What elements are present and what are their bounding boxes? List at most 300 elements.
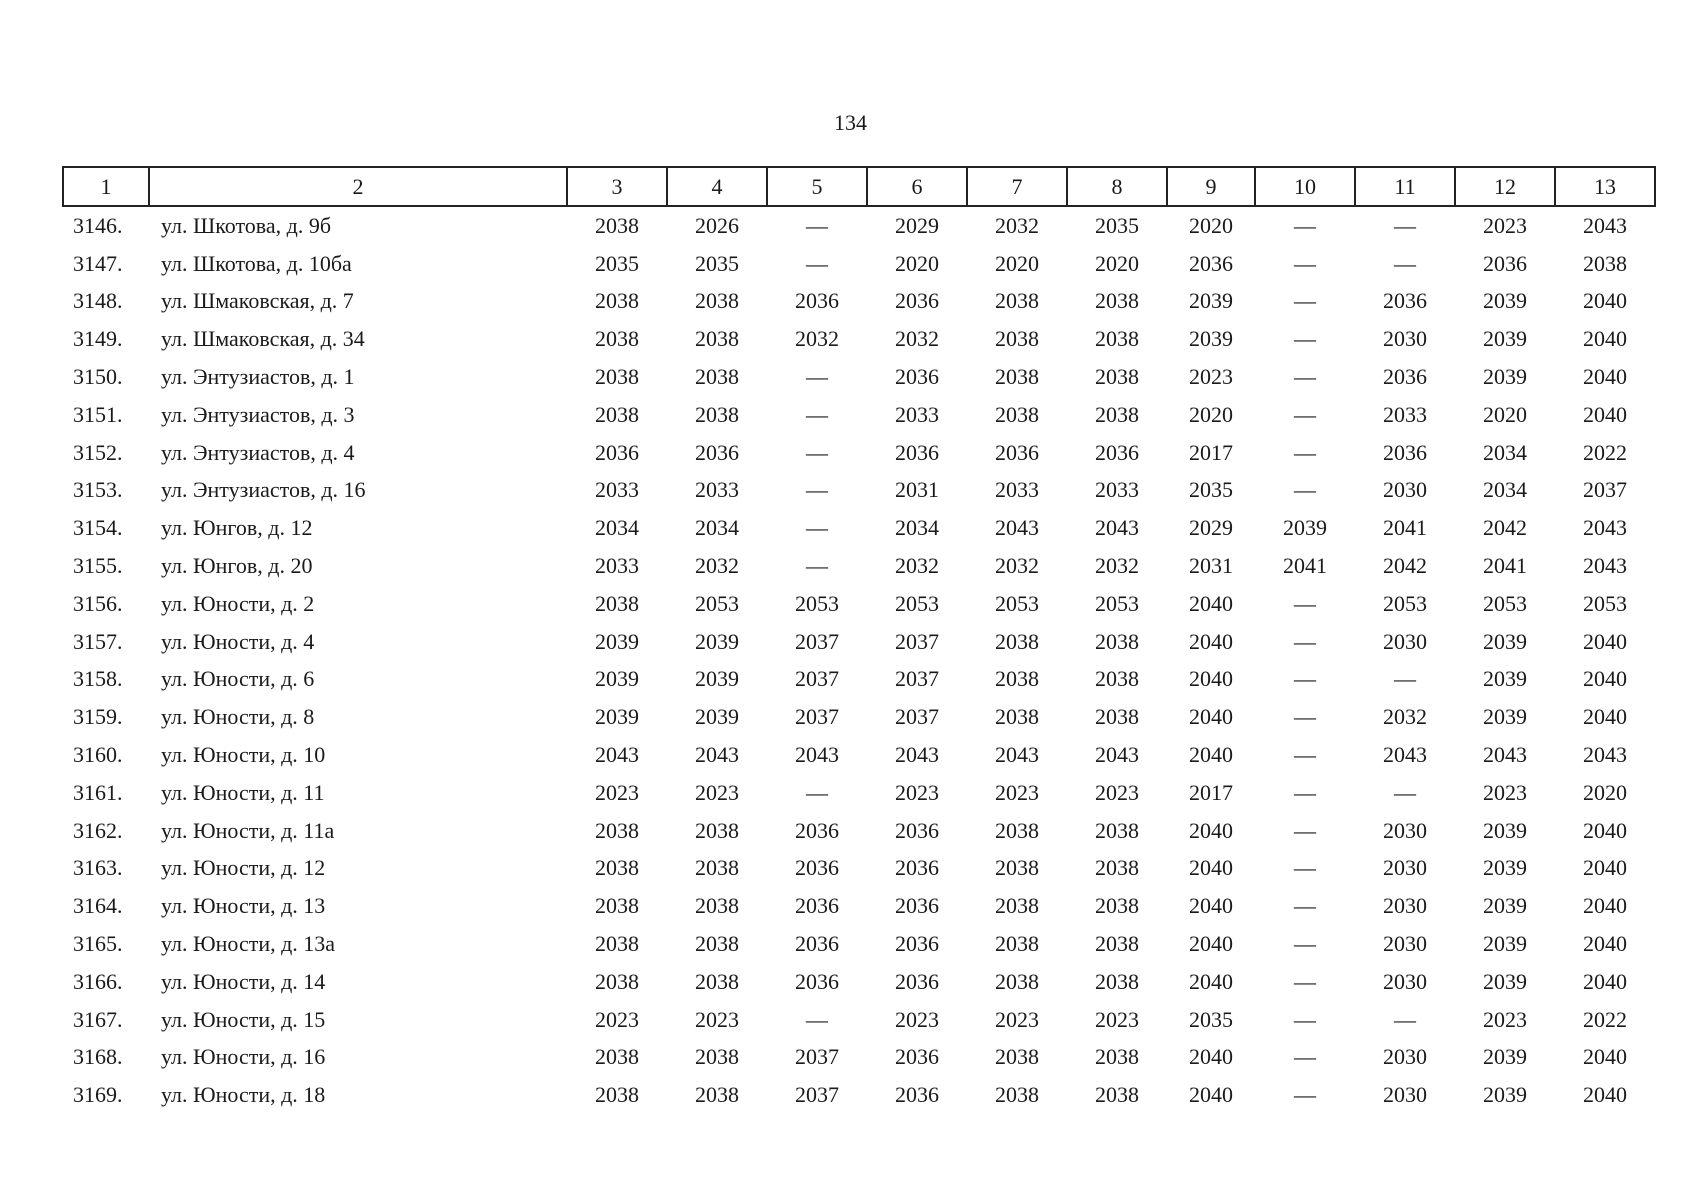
value-cell: 2031 [895,477,939,503]
value-cell: 2035 [1189,1006,1233,1032]
value-cell: 2023 [595,779,639,805]
value-cell: 2038 [995,893,1039,919]
value-cell: 2040 [1583,817,1627,843]
table-row [63,245,1655,283]
value-cell: 2043 [1583,553,1627,579]
value-cell: 2022 [1583,439,1627,465]
value-cell: 2032 [895,326,939,352]
value-cell: 2053 [1095,590,1139,616]
value-cell: 2038 [1095,968,1139,994]
value-cell: 2039 [1483,893,1527,919]
address-cell: ул. Юности, д. 6 [161,666,315,692]
value-cell: 2043 [1095,515,1139,541]
value-cell: 2053 [795,590,839,616]
address-cell: ул. Юности, д. 2 [161,590,315,616]
value-cell: 2032 [1095,553,1139,579]
value-cell: 2040 [1189,1044,1233,1070]
value-cell: 2030 [1383,1044,1427,1070]
value-cell: 2043 [1583,515,1627,541]
value-cell: — [1394,250,1416,276]
value-cell: 2038 [995,666,1039,692]
value-cell: 2022 [1583,1006,1627,1032]
value-cell: — [1294,742,1316,768]
value-cell: — [806,364,828,390]
value-cell: 2040 [1189,968,1233,994]
value-cell: 2034 [695,515,739,541]
table-row [63,661,1655,699]
row-number-cell: 3151. [73,401,123,427]
row-number-cell: 3165. [73,931,123,957]
row-number-cell: 3154. [73,515,123,541]
value-cell: 2037 [795,1082,839,1108]
value-cell: 2037 [1583,477,1627,503]
row-number-cell: 3155. [73,553,123,579]
value-cell: 2036 [595,439,639,465]
value-cell: 2023 [1483,779,1527,805]
value-cell: — [806,401,828,427]
value-cell: 2036 [1095,439,1139,465]
value-cell: 2043 [795,742,839,768]
value-cell: 2041 [1383,515,1427,541]
table-row [63,736,1655,774]
value-cell: 2037 [795,1044,839,1070]
value-cell: 2038 [595,326,639,352]
address-cell: ул. Юности, д. 4 [161,628,315,654]
value-cell: 2040 [1583,628,1627,654]
value-cell: 2039 [1483,364,1527,390]
value-cell: 2033 [995,477,1039,503]
value-cell: — [1294,931,1316,957]
value-cell: 2038 [995,288,1039,314]
value-cell: 2023 [1095,779,1139,805]
value-cell: — [1294,1082,1316,1108]
address-cell: ул. Юности, д. 13 [161,893,326,919]
value-cell: 2038 [695,401,739,427]
table-row [63,585,1655,623]
value-cell: 2038 [995,855,1039,881]
value-cell: 2053 [1483,590,1527,616]
value-cell: — [1294,1044,1316,1070]
value-cell: 2038 [1095,288,1139,314]
value-cell: 2034 [895,515,939,541]
value-cell: 2023 [995,1006,1039,1032]
value-cell: 2020 [995,250,1039,276]
value-cell: 2039 [1483,968,1527,994]
value-cell: — [1294,817,1316,843]
value-cell: 2038 [995,817,1039,843]
value-cell: 2053 [1383,590,1427,616]
value-cell: 2040 [1583,364,1627,390]
value-cell: 2031 [1189,553,1233,579]
value-cell: 2038 [1095,704,1139,730]
value-cell: 2033 [895,401,939,427]
value-cell: 2036 [995,439,1039,465]
value-cell: 2038 [1095,326,1139,352]
row-number-cell: 3152. [73,439,123,465]
value-cell: 2040 [1189,704,1233,730]
value-cell: 2038 [995,364,1039,390]
value-cell: 2036 [795,288,839,314]
value-cell: 2043 [1383,742,1427,768]
value-cell: 2040 [1583,326,1627,352]
value-cell: 2023 [595,1006,639,1032]
value-cell: 2038 [595,288,639,314]
value-cell: 2040 [1189,628,1233,654]
row-number-cell: 3167. [73,1006,123,1032]
address-cell: ул. Шкотова, д. 9б [161,212,332,238]
value-cell: 2038 [995,1044,1039,1070]
value-cell: 2023 [1483,212,1527,238]
value-cell: 2040 [1189,742,1233,768]
value-cell: 2040 [1583,704,1627,730]
value-cell: 2037 [795,666,839,692]
value-cell: 2035 [1095,212,1139,238]
value-cell: 2023 [695,1006,739,1032]
value-cell: — [1294,779,1316,805]
value-cell: — [1294,477,1316,503]
value-cell: 2020 [1483,401,1527,427]
value-cell: 2038 [695,817,739,843]
value-cell: 2035 [1189,477,1233,503]
value-cell: 2043 [1583,742,1627,768]
row-number-cell: 3149. [73,326,123,352]
value-cell: 2032 [895,553,939,579]
value-cell: 2039 [1483,666,1527,692]
table-row [63,472,1655,510]
value-cell: — [806,515,828,541]
value-cell: — [1294,968,1316,994]
value-cell: 2039 [1189,288,1233,314]
value-cell: 2038 [1095,817,1139,843]
value-cell: 2039 [695,666,739,692]
value-cell: 2036 [795,817,839,843]
value-cell: 2040 [1583,666,1627,692]
table-row [63,812,1655,850]
value-cell: — [1294,401,1316,427]
value-cell: 2023 [995,779,1039,805]
value-cell: — [1294,893,1316,919]
value-cell: 2038 [695,893,739,919]
value-cell: 2038 [1095,364,1139,390]
value-cell: 2040 [1189,666,1233,692]
value-cell: 2032 [1383,704,1427,730]
value-cell: 2043 [895,742,939,768]
value-cell: 2039 [1483,704,1527,730]
value-cell: 2038 [595,893,639,919]
value-cell: — [1394,779,1416,805]
value-cell: 2039 [1189,326,1233,352]
value-cell: 2039 [1483,931,1527,957]
value-cell: — [806,779,828,805]
address-cell: ул. Юности, д. 14 [161,968,326,994]
value-cell: 2039 [1483,326,1527,352]
value-cell: 2020 [1095,250,1139,276]
value-cell: 2023 [895,1006,939,1032]
value-cell: 2037 [795,628,839,654]
table-body [63,206,1655,1114]
column-header-13: 13 [1555,167,1655,206]
address-cell: ул. Энтузиастов, д. 3 [161,401,355,427]
row-number-cell: 3147. [73,250,123,276]
value-cell: 2040 [1189,590,1233,616]
value-cell: 2038 [595,1044,639,1070]
value-cell: 2043 [1095,742,1139,768]
value-cell: 2036 [695,439,739,465]
column-header-2: 2 [149,167,567,206]
value-cell: — [1294,704,1316,730]
value-cell: 2038 [695,288,739,314]
value-cell: 2040 [1583,931,1627,957]
value-cell: 2038 [1095,931,1139,957]
table-row [63,1001,1655,1039]
address-cell: ул. Юности, д. 18 [161,1082,326,1108]
value-cell: 2039 [695,628,739,654]
value-cell: 2036 [895,855,939,881]
column-header-6: 6 [867,167,967,206]
value-cell: 2038 [595,364,639,390]
value-cell: 2039 [1483,288,1527,314]
value-cell: 2040 [1583,1044,1627,1070]
value-cell: 2040 [1189,893,1233,919]
value-cell: 2033 [1095,477,1139,503]
table-row [63,887,1655,925]
value-cell: 2037 [895,666,939,692]
value-cell: 2020 [1583,779,1627,805]
value-cell: 2043 [595,742,639,768]
value-cell: 2038 [595,931,639,957]
value-cell: 2030 [1383,1082,1427,1108]
value-cell: 2030 [1383,855,1427,881]
value-cell: 2037 [795,704,839,730]
value-cell: — [806,250,828,276]
value-cell: 2036 [895,288,939,314]
value-cell: 2038 [1095,628,1139,654]
value-cell: 2040 [1583,1082,1627,1108]
value-cell: 2039 [1483,628,1527,654]
value-cell: 2017 [1189,779,1233,805]
table-row [63,434,1655,472]
row-number-cell: 3156. [73,590,123,616]
value-cell: 2030 [1383,931,1427,957]
value-cell: 2036 [795,931,839,957]
address-cell: ул. Юнгов, д. 20 [161,553,313,579]
table-row [63,509,1655,547]
value-cell: — [806,477,828,503]
address-cell: ул. Юности, д. 16 [161,1044,326,1070]
value-cell: 2040 [1189,817,1233,843]
value-cell: 2033 [1383,401,1427,427]
address-cell: ул. Юности, д. 15 [161,1006,326,1032]
value-cell: 2036 [895,364,939,390]
value-cell: 2030 [1383,893,1427,919]
value-cell: 2038 [595,817,639,843]
address-cell: ул. Энтузиастов, д. 4 [161,439,355,465]
value-cell: 2036 [795,855,839,881]
value-cell: 2038 [1095,666,1139,692]
value-cell: 2033 [695,477,739,503]
value-cell: 2017 [1189,439,1233,465]
value-cell: 2030 [1383,477,1427,503]
value-cell: — [1294,590,1316,616]
value-cell: 2043 [995,742,1039,768]
row-number-cell: 3157. [73,628,123,654]
value-cell: 2038 [995,326,1039,352]
row-number-cell: 3159. [73,704,123,730]
value-cell: 2038 [995,1082,1039,1108]
row-number-cell: 3169. [73,1082,123,1108]
value-cell: 2020 [1189,401,1233,427]
table-row [63,623,1655,661]
value-cell: 2034 [1483,439,1527,465]
value-cell: 2038 [995,931,1039,957]
value-cell: — [806,553,828,579]
value-cell: 2039 [595,628,639,654]
value-cell: 2040 [1583,855,1627,881]
value-cell: — [1294,1006,1316,1032]
address-cell: ул. Шмаковская, д. 34 [161,326,365,352]
value-cell: 2038 [695,326,739,352]
value-cell: 2036 [895,893,939,919]
row-number-cell: 3162. [73,817,123,843]
value-cell: 2037 [895,628,939,654]
value-cell: 2043 [1483,742,1527,768]
value-cell: 2038 [695,1044,739,1070]
value-cell: 2038 [1095,401,1139,427]
row-number-cell: 3160. [73,742,123,768]
row-number-cell: 3153. [73,477,123,503]
value-cell: 2040 [1189,855,1233,881]
value-cell: 2040 [1583,968,1627,994]
value-cell: 2036 [895,968,939,994]
value-cell: 2036 [795,968,839,994]
value-cell: 2036 [895,1044,939,1070]
value-cell: 2038 [695,931,739,957]
address-cell: ул. Шкотова, д. 10ба [161,250,352,276]
value-cell: — [1294,212,1316,238]
value-cell: 2032 [795,326,839,352]
row-number-cell: 3158. [73,666,123,692]
table-row [63,1039,1655,1077]
table-row [63,698,1655,736]
value-cell: 2036 [895,1082,939,1108]
value-cell: 2036 [1483,250,1527,276]
table-row [63,925,1655,963]
header-row [63,167,1655,206]
value-cell: 2026 [695,212,739,238]
value-cell: 2039 [1483,1082,1527,1108]
address-cell: ул. Юнгов, д. 12 [161,515,313,541]
value-cell: 2030 [1383,968,1427,994]
value-cell: 2038 [695,364,739,390]
table-row [63,320,1655,358]
value-cell: 2023 [1189,364,1233,390]
column-header-5: 5 [767,167,867,206]
column-header-3: 3 [567,167,667,206]
value-cell: 2038 [1095,855,1139,881]
value-cell: 2042 [1383,553,1427,579]
value-cell: 2038 [1095,1082,1139,1108]
column-header-9: 9 [1167,167,1255,206]
value-cell: 2036 [1383,288,1427,314]
value-cell: 2023 [895,779,939,805]
value-cell: 2043 [695,742,739,768]
value-cell: 2037 [895,704,939,730]
value-cell: — [1394,212,1416,238]
value-cell: 2036 [1383,439,1427,465]
value-cell: 2039 [695,704,739,730]
table-row [63,547,1655,585]
value-cell: 2023 [695,779,739,805]
value-cell: 2036 [795,893,839,919]
value-cell: — [1394,1006,1416,1032]
address-cell: ул. Энтузиастов, д. 1 [161,364,355,390]
value-cell: 2038 [1095,1044,1139,1070]
value-cell: 2035 [695,250,739,276]
value-cell: — [1294,250,1316,276]
value-cell: 2038 [595,590,639,616]
value-cell: 2041 [1283,553,1327,579]
value-cell: 2036 [895,439,939,465]
value-cell: 2030 [1383,628,1427,654]
value-cell: 2036 [895,931,939,957]
value-cell: — [1294,628,1316,654]
value-cell: 2043 [1583,212,1627,238]
table-row [63,1076,1655,1114]
value-cell: 2039 [1283,515,1327,541]
value-cell: 2030 [1383,326,1427,352]
value-cell: 2034 [595,515,639,541]
value-cell: 2053 [995,590,1039,616]
column-header-8: 8 [1067,167,1167,206]
value-cell: 2035 [595,250,639,276]
value-cell: 2038 [695,968,739,994]
value-cell: 2023 [1095,1006,1139,1032]
address-cell: ул. Энтузиастов, д. 16 [161,477,366,503]
address-cell: ул. Юности, д. 12 [161,855,326,881]
value-cell: 2034 [1483,477,1527,503]
value-cell: 2030 [1383,817,1427,843]
value-cell: 2033 [595,553,639,579]
value-cell: 2038 [1095,893,1139,919]
value-cell: 2038 [695,855,739,881]
value-cell: 2033 [595,477,639,503]
value-cell: 2036 [1189,250,1233,276]
column-header-4: 4 [667,167,767,206]
value-cell: 2029 [1189,515,1233,541]
value-cell: 2038 [995,401,1039,427]
value-cell: 2032 [995,553,1039,579]
value-cell: 2020 [1189,212,1233,238]
value-cell: 2053 [695,590,739,616]
row-number-cell: 3148. [73,288,123,314]
value-cell: 2041 [1483,553,1527,579]
value-cell: 2038 [595,855,639,881]
address-cell: ул. Юности, д. 11а [161,817,335,843]
value-cell: — [806,212,828,238]
value-cell: 2038 [595,212,639,238]
value-cell: 2040 [1189,1082,1233,1108]
table-row [63,358,1655,396]
value-cell: 2039 [1483,1044,1527,1070]
value-cell: 2038 [595,401,639,427]
value-cell: 2038 [995,628,1039,654]
column-header-11: 11 [1355,167,1455,206]
value-cell: — [1294,364,1316,390]
value-cell: — [1294,326,1316,352]
value-cell: — [1294,439,1316,465]
value-cell: — [806,1006,828,1032]
row-number-cell: 3168. [73,1044,123,1070]
